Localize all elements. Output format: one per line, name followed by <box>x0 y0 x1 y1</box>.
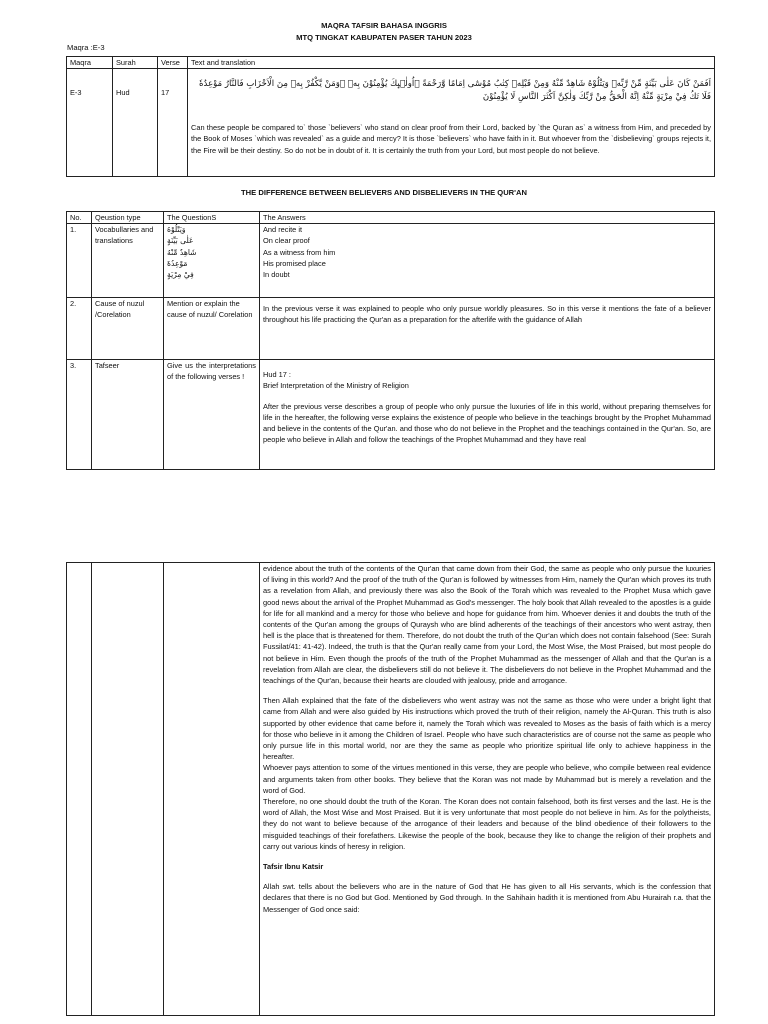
table-row <box>67 298 715 360</box>
header-text-translation: Text and translation <box>188 57 715 69</box>
document-subtitle: MTQ TINGKAT KABUPATEN PASER TAHUN 2023 <box>296 33 472 42</box>
continuation-text-cell <box>260 563 715 1016</box>
answer-line: As a witness from him <box>263 247 336 257</box>
paragraph: Therefore, no one should doubt the truth of the Koran. The Koran does not contain falsehood, both its first verses and the last. He is the word of Allah, the Most Wise and Most Praised. But it is very unfortunate that most people do not believe in him. As for the polytheists, they do not want to believe because of the arrogance of their leaders and because of the blind obedience of their followers to the misguided teachings of their forefathers. Likewise the people of the book, because they like to change the religion of their prophets and carry out various kinds of heresy in religion. <box>263 797 711 851</box>
empty-cell <box>164 563 260 1016</box>
header-maqra: Maqra <box>67 57 113 69</box>
row-number: 3. <box>67 360 92 470</box>
arabic-word: وَيَتْلُوْهُ <box>167 225 186 235</box>
surah-value: Hud <box>116 88 130 98</box>
answer-subheading: Brief Interpretation of the Ministry of Religion <box>263 381 409 391</box>
section-title: THE DIFFERENCE BETWEEN BELIEVERS AND DISBELIEVERS IN THE QUR'AN <box>241 188 527 197</box>
question-text: Give us the interpretations of the following verses ! <box>164 360 260 470</box>
maqra-cell <box>67 69 113 177</box>
empty-cell <box>67 563 92 1016</box>
continuation-table <box>66 562 715 1016</box>
answers-cell <box>260 224 715 298</box>
header-answers: The Answers <box>260 212 715 224</box>
question-type: Cause of nuzul /Corelation <box>92 298 164 360</box>
maqra-value: E-3 <box>70 88 82 98</box>
answer-line: On clear proof <box>263 236 310 246</box>
answer-cell <box>260 360 715 470</box>
answer-text: In the previous verse it was explained to people who only pursue worldly pleasures. So in this verse it mentions the fate of a believer throughout his life practicing the Qur'an as a preparation for the afterlife with the guidance of Allah <box>263 304 711 325</box>
empty-cell <box>92 563 164 1016</box>
document-title: MAQRA TAFSIR BAHASA INGGRIS <box>321 21 447 30</box>
maqra-label: Maqra :E-3 <box>67 43 105 52</box>
verse-value: 17 <box>161 88 170 98</box>
arabic-word: مَوْعِدُهٗ <box>167 258 188 268</box>
subsection-title: Tafsir Ibnu Katsir <box>263 862 324 872</box>
questions-table <box>66 211 715 470</box>
arabic-word: شَاهِدٌ مِّنْهُ <box>167 247 197 257</box>
verse-table <box>66 56 715 177</box>
header-verse: Verse <box>158 57 188 69</box>
row-number: 2. <box>67 298 92 360</box>
answer-line: In doubt <box>263 270 290 280</box>
header-surah: Surah <box>113 57 158 69</box>
surah-cell <box>113 69 158 177</box>
paragraph: Then Allah explained that the fate of the disbelievers who went astray was not the same as those who were under a bright light that came from Allah and were also guided by His instructions which proved the truth of their religion, namely the Al-Quran. This truth is also supported by other evidence that came before it, namely the Torah which was revealed to Moses as the basis of faith which is a mercy for those who believe in it among the Children of Israel. People who have such characteristics are of course not the same as people who only pursue life in this mortal world, nor are they the same as people who prioritize spiritual life only to achieve happiness in the hereafter. <box>263 696 711 762</box>
answer-line: His promised place <box>263 258 326 268</box>
answer-line: And recite it <box>263 225 303 235</box>
text-translation-cell <box>188 69 715 177</box>
arabic-verse-text: اَفَمَنْ كَانَ عَلٰى بَيِّنَةٍ مِّنْ رَّبِّهٖ وَيَتْلُوْهُ شَاهِدٌ مِّنْهُ وَمِنْ قَبْلِهٖ كِتٰبُ مُوْسٰٓى اِمَامًا وَّرَحْمَةً ۗاُولٰۤىِٕكَ يُؤْمِنُوْنَ بِهٖ ۗوَمَنْ يَّكْفُرْ بِهٖ مِنَ الْاَحْزَابِ فَالنَّارُ مَوْعِدُهٗ فَلَا تَكُ فِيْ مِرْيَةٍ مِّنْهُ اِنَّهُ الْحَقُّ مِنْ رَّبِّكَ وَلٰكِنَّ اَكْثَرَ النَّاسِ لَا يُؤْمِنُوْنَ <box>198 79 711 103</box>
document-header <box>0 0 768 44</box>
answer-heading: Hud 17 : <box>263 370 291 380</box>
header-questions: The QuestionS <box>164 212 260 224</box>
answer-paragraph: After the previous verse describes a group of people who only pursue the luxuries of life in this world, without preparing themselves for life in the hereafter, the following verse explains the existence of people who believe in the teachings brought by the Prophet Muhammad and believe in the contents of the Qur'an. and those who do not believe in the Prophet and the teachings contained in the Qur'an. So, are people who believe in Allah and follow the teachings of the Prophet Muhammad and they have real <box>263 401 711 445</box>
table-row <box>67 563 715 1016</box>
question-type: Vocabullaries and translations <box>92 224 164 298</box>
row-number: 1. <box>67 224 92 298</box>
paragraph: Allah swt. tells about the believers who are in the nature of God that He has given to all His servants, which is the confession that declares that there is no God but God. Mentioned by God through. In the Sahihain hadith it is mentioned from Abu Hurairah r.a. that the Messenger of God once said: <box>263 882 711 914</box>
answer-cell <box>260 298 715 360</box>
verse-cell <box>158 69 188 177</box>
header-no: No. <box>67 212 92 224</box>
arabic-word: عَلٰى بَيِّنَةٍ <box>167 236 194 246</box>
questions-table-header <box>67 212 715 224</box>
question-type: Tafseer <box>92 360 164 470</box>
paragraph: Whoever pays attention to some of the virtues mentioned in this verse, they are people who believe, who compile between real evidence and arguments taken from other books. They believe that the Koran was not made by Muhammad but is merely a revelation and the word of God. <box>263 763 711 795</box>
table-row <box>67 224 715 298</box>
arabic-words-cell <box>164 224 260 298</box>
header-question-type: Qeustion type <box>92 212 164 224</box>
table-row <box>67 360 715 470</box>
verse-translation: Can these people be compared to` those `believers` who stand on clear proof from their Lord, backed by `the Quran as` a witness from Him, and preceded by the Book of Moses `which was revealed` as a guide and mercy? It is those `believers` who have faith in it. But whoever from the `disbelieving` groups rejects it, the Fire will be their destiny. So do not be in doubt of it. It is certainly the truth from your Lord, but most people do not believe. <box>191 123 711 155</box>
verse-table-header <box>67 57 715 69</box>
question-text: Mention or explain the cause of nuzul/ Corelation <box>164 298 260 360</box>
arabic-word: فِيْ مِرْيَةٍ <box>167 270 194 280</box>
paragraph: evidence about the truth of the contents of the Qur'an that came down from their God, the same as people who only pursue the luxuries of living in this world? And the proof of the truth of the Qur'an is followed by witnesses from Him, namely the Qur'an which proves its truth as a revelation from Allah, and previously there was also the Book of the Torah which was revealed to the Prophet Musa which gave good news about the arrival of the Prophet Muhammad as God's messenger. The holy book that Allah revealed to the apostles is a guide for life for all mankind and a mercy for those who believe and hope for guidance from him. Whoever denies it and doubts the truth of the contents of the Qur'an among the groups of Quraysh who are blind adherents of the teachings of their ancestors who went astray, then hell is the place that is threatened for them. Therefore, do not doubt the truth of the Qur'an which does not contain falsehood (See: Surah Fussilat/41: 41-42). Indeed, the truth is that the Qur'an really came from your Lord, the Most Wise, the Most Praised, but most people do not believe in Him. Even though the proofs of the truth of the Prophet Muhammad as the messenger of Allah and that the Qur'an is a revelation from Allah are clear, the disbelievers still do not believe it. The disbelievers do not believe in the Prophet Muhammad and the teachings of the Qur'an, because their hearts are clouded with jealousy, pride and arrogance. <box>263 564 711 686</box>
verse-table-row <box>67 69 715 177</box>
